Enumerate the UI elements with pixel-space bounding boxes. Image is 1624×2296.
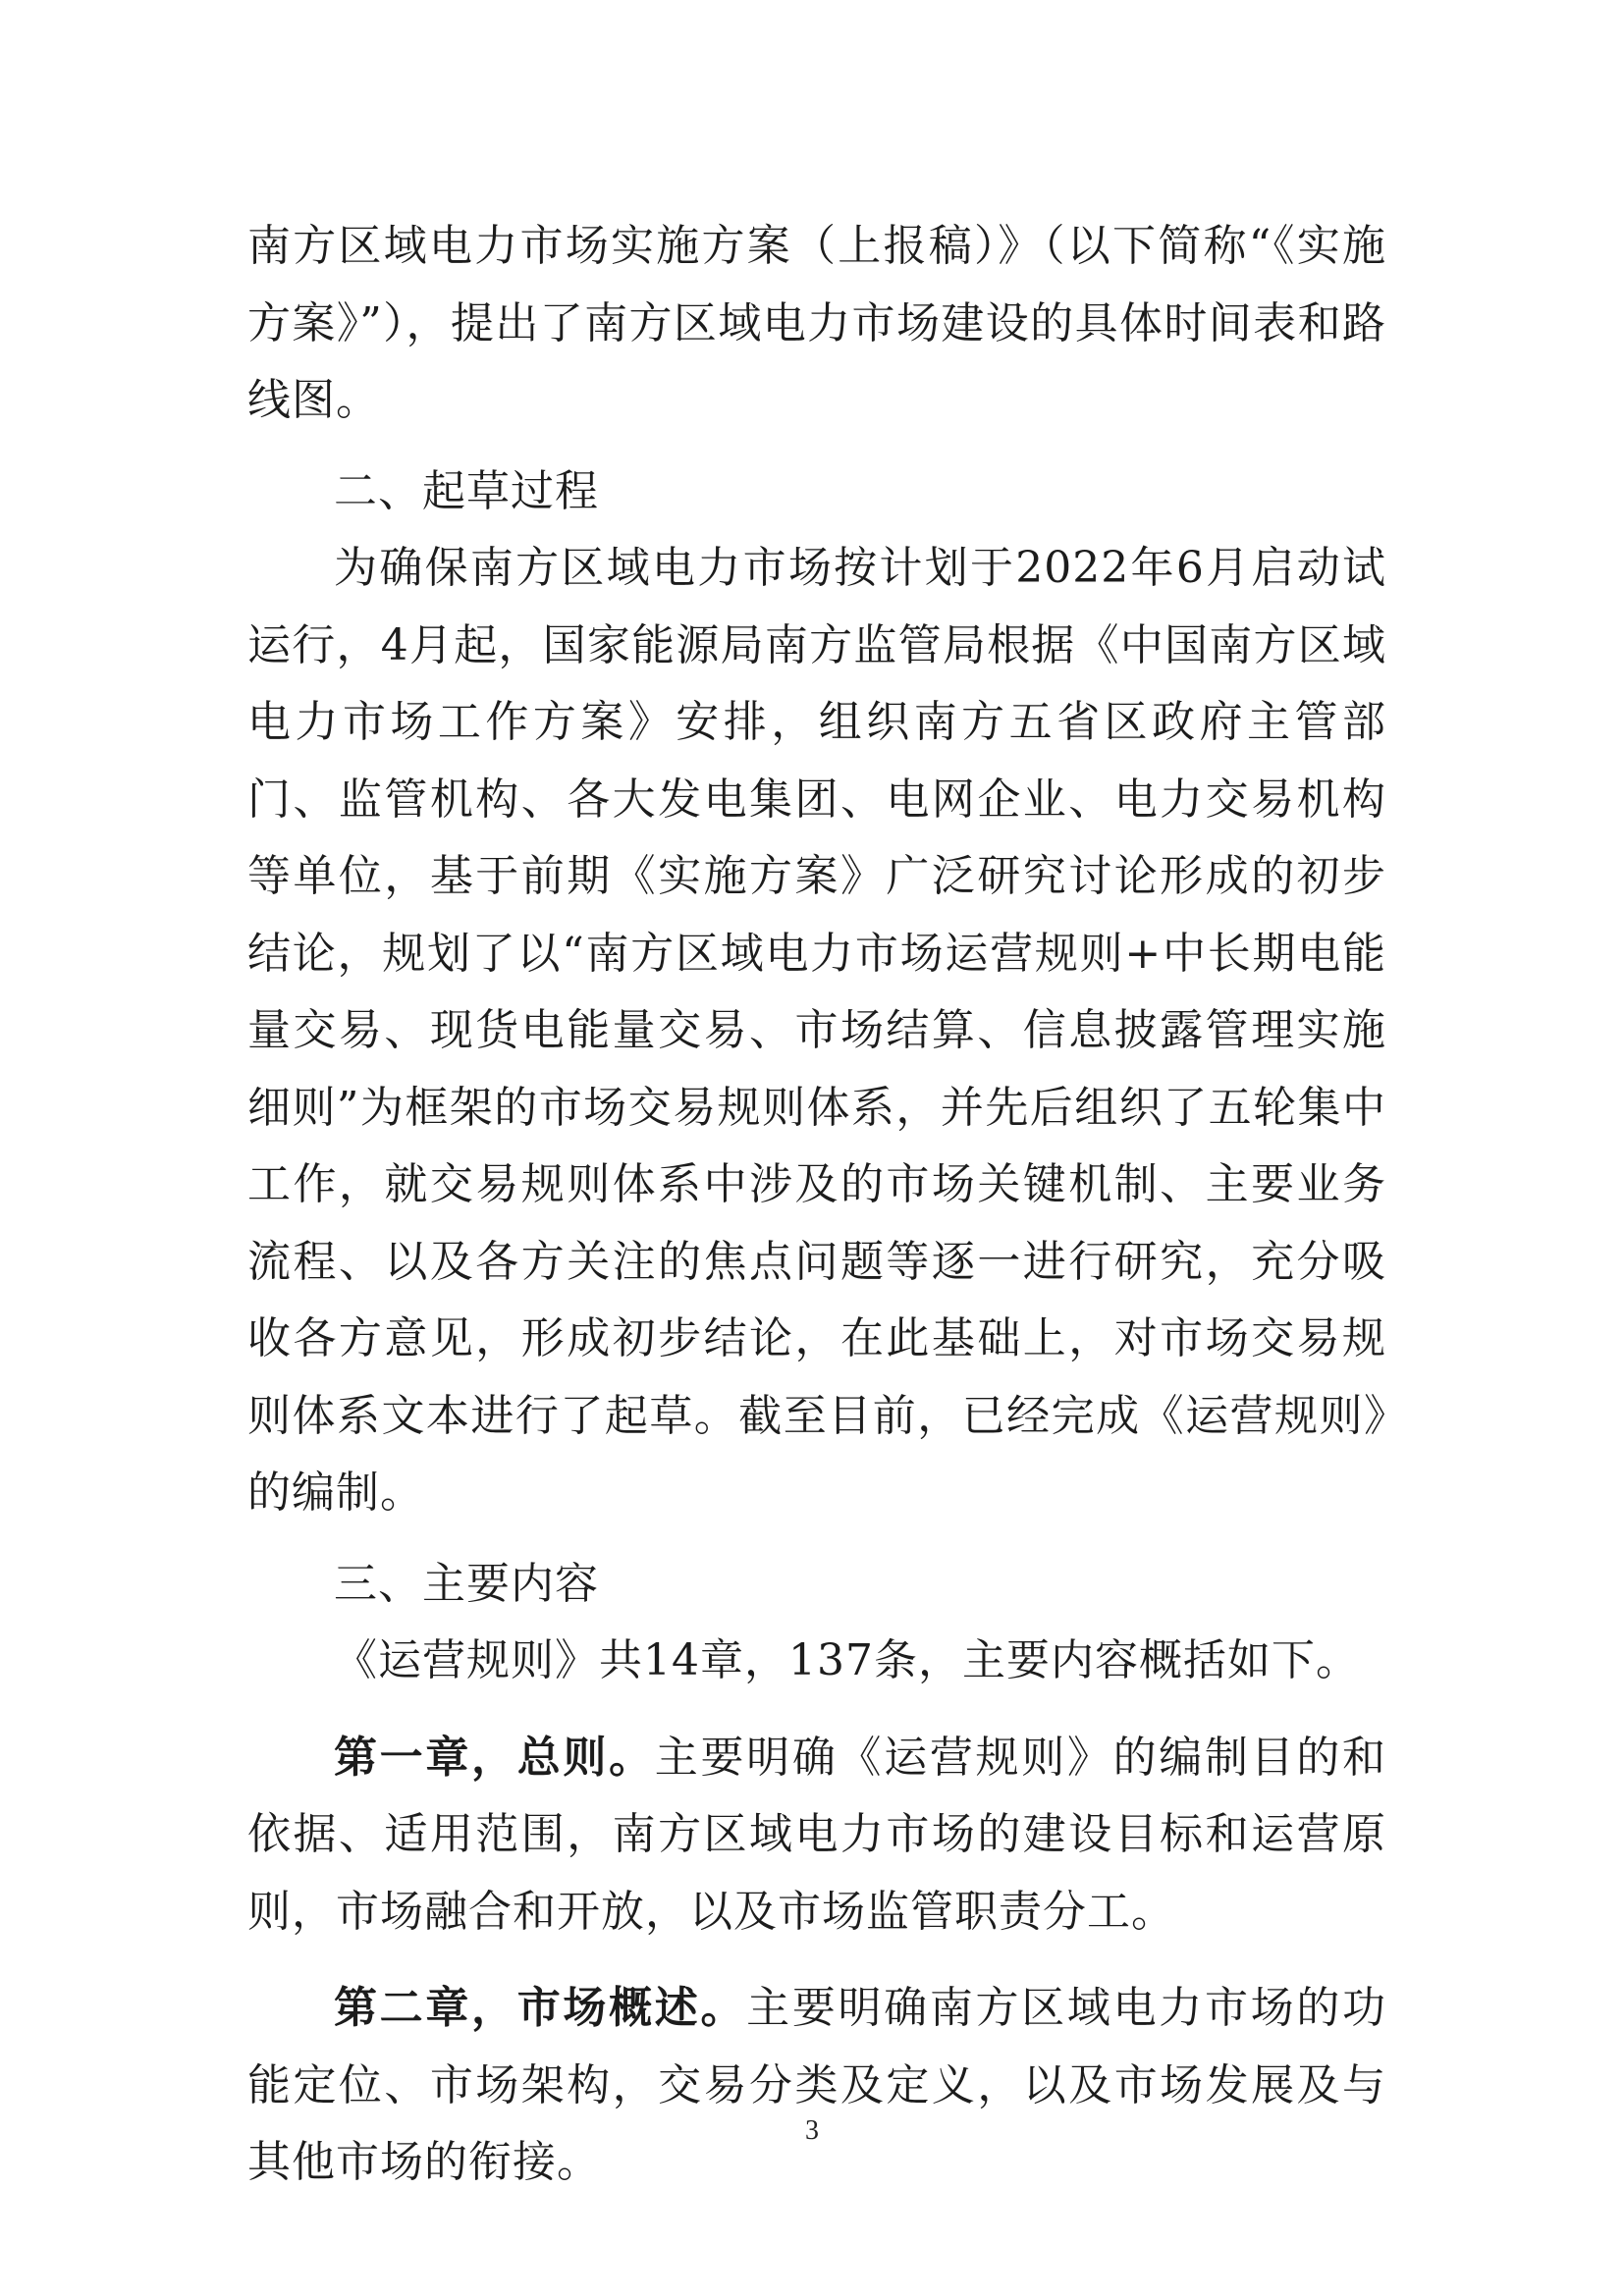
page-number: 3 bbox=[805, 2115, 819, 2146]
chapter-one-text: 主要明确《运营规则》的编制目的和依据、适用范围，南方区域电力市场的建设目标和运营原则，市场融合和开放，以及市场监管职责分工。 bbox=[247, 1732, 1387, 1937]
paragraph-continuation: 南方区域电力市场实施方案（上报稿）》（以下简称“《实施方案》”），提出了南方区域电力市场建设的具体时间表和路线图。 bbox=[247, 221, 1386, 425]
section-heading-main-content: 三、主要内容 bbox=[334, 1558, 599, 1609]
document-body bbox=[247, 208, 1386, 2202]
chapter-one-title: 第一章，总则。 bbox=[334, 1732, 655, 1783]
paragraph-main-content-summary: 《运营规则》共14章，137条，主要内容概括如下。 bbox=[334, 1635, 1360, 1685]
chapter-two-title: 第二章，市场概述。 bbox=[334, 1983, 747, 2033]
chapter-two-text: 主要明确南方区域电力市场的功能定位、市场架构，交易分类及定义，以及市场发展及与其他市场的衔接。 bbox=[247, 1983, 1387, 2187]
paragraph-chapter-two bbox=[247, 1970, 1386, 2202]
paragraph-drafting-process: 为确保南方区域电力市场按计划于2022年6月启动试运行，4月起，国家能源局南方监管局根据《中国南方区域电力市场工作方案》安排，组织南方五省区政府主管部门、监管机构、各大发电集团、电网企业、电力交易机构等单位，基于前期《实施方案》广泛研究讨论形成的初步结论，规划了以“南方区域电力市场运营规则+中长期电能量交易、现货电能量交易、市场结算、信息披露管理实施细则”为框架的市场交易规则体系，并先后组织了五轮集中工作，就交易规则体系中涉及的市场关键机制、主要业务流程、以及各方关注的焦点问题等逐一进行研究，充分吸收各方意见，形成初步结论，在此基础上，对市场交易规则体系文本进行了起草。截至目前，已经完成《运营规则》的编制。 bbox=[247, 543, 1386, 1518]
section-heading-drafting-process: 二、起草过程 bbox=[334, 465, 599, 516]
paragraph-chapter-one bbox=[247, 1720, 1386, 1951]
